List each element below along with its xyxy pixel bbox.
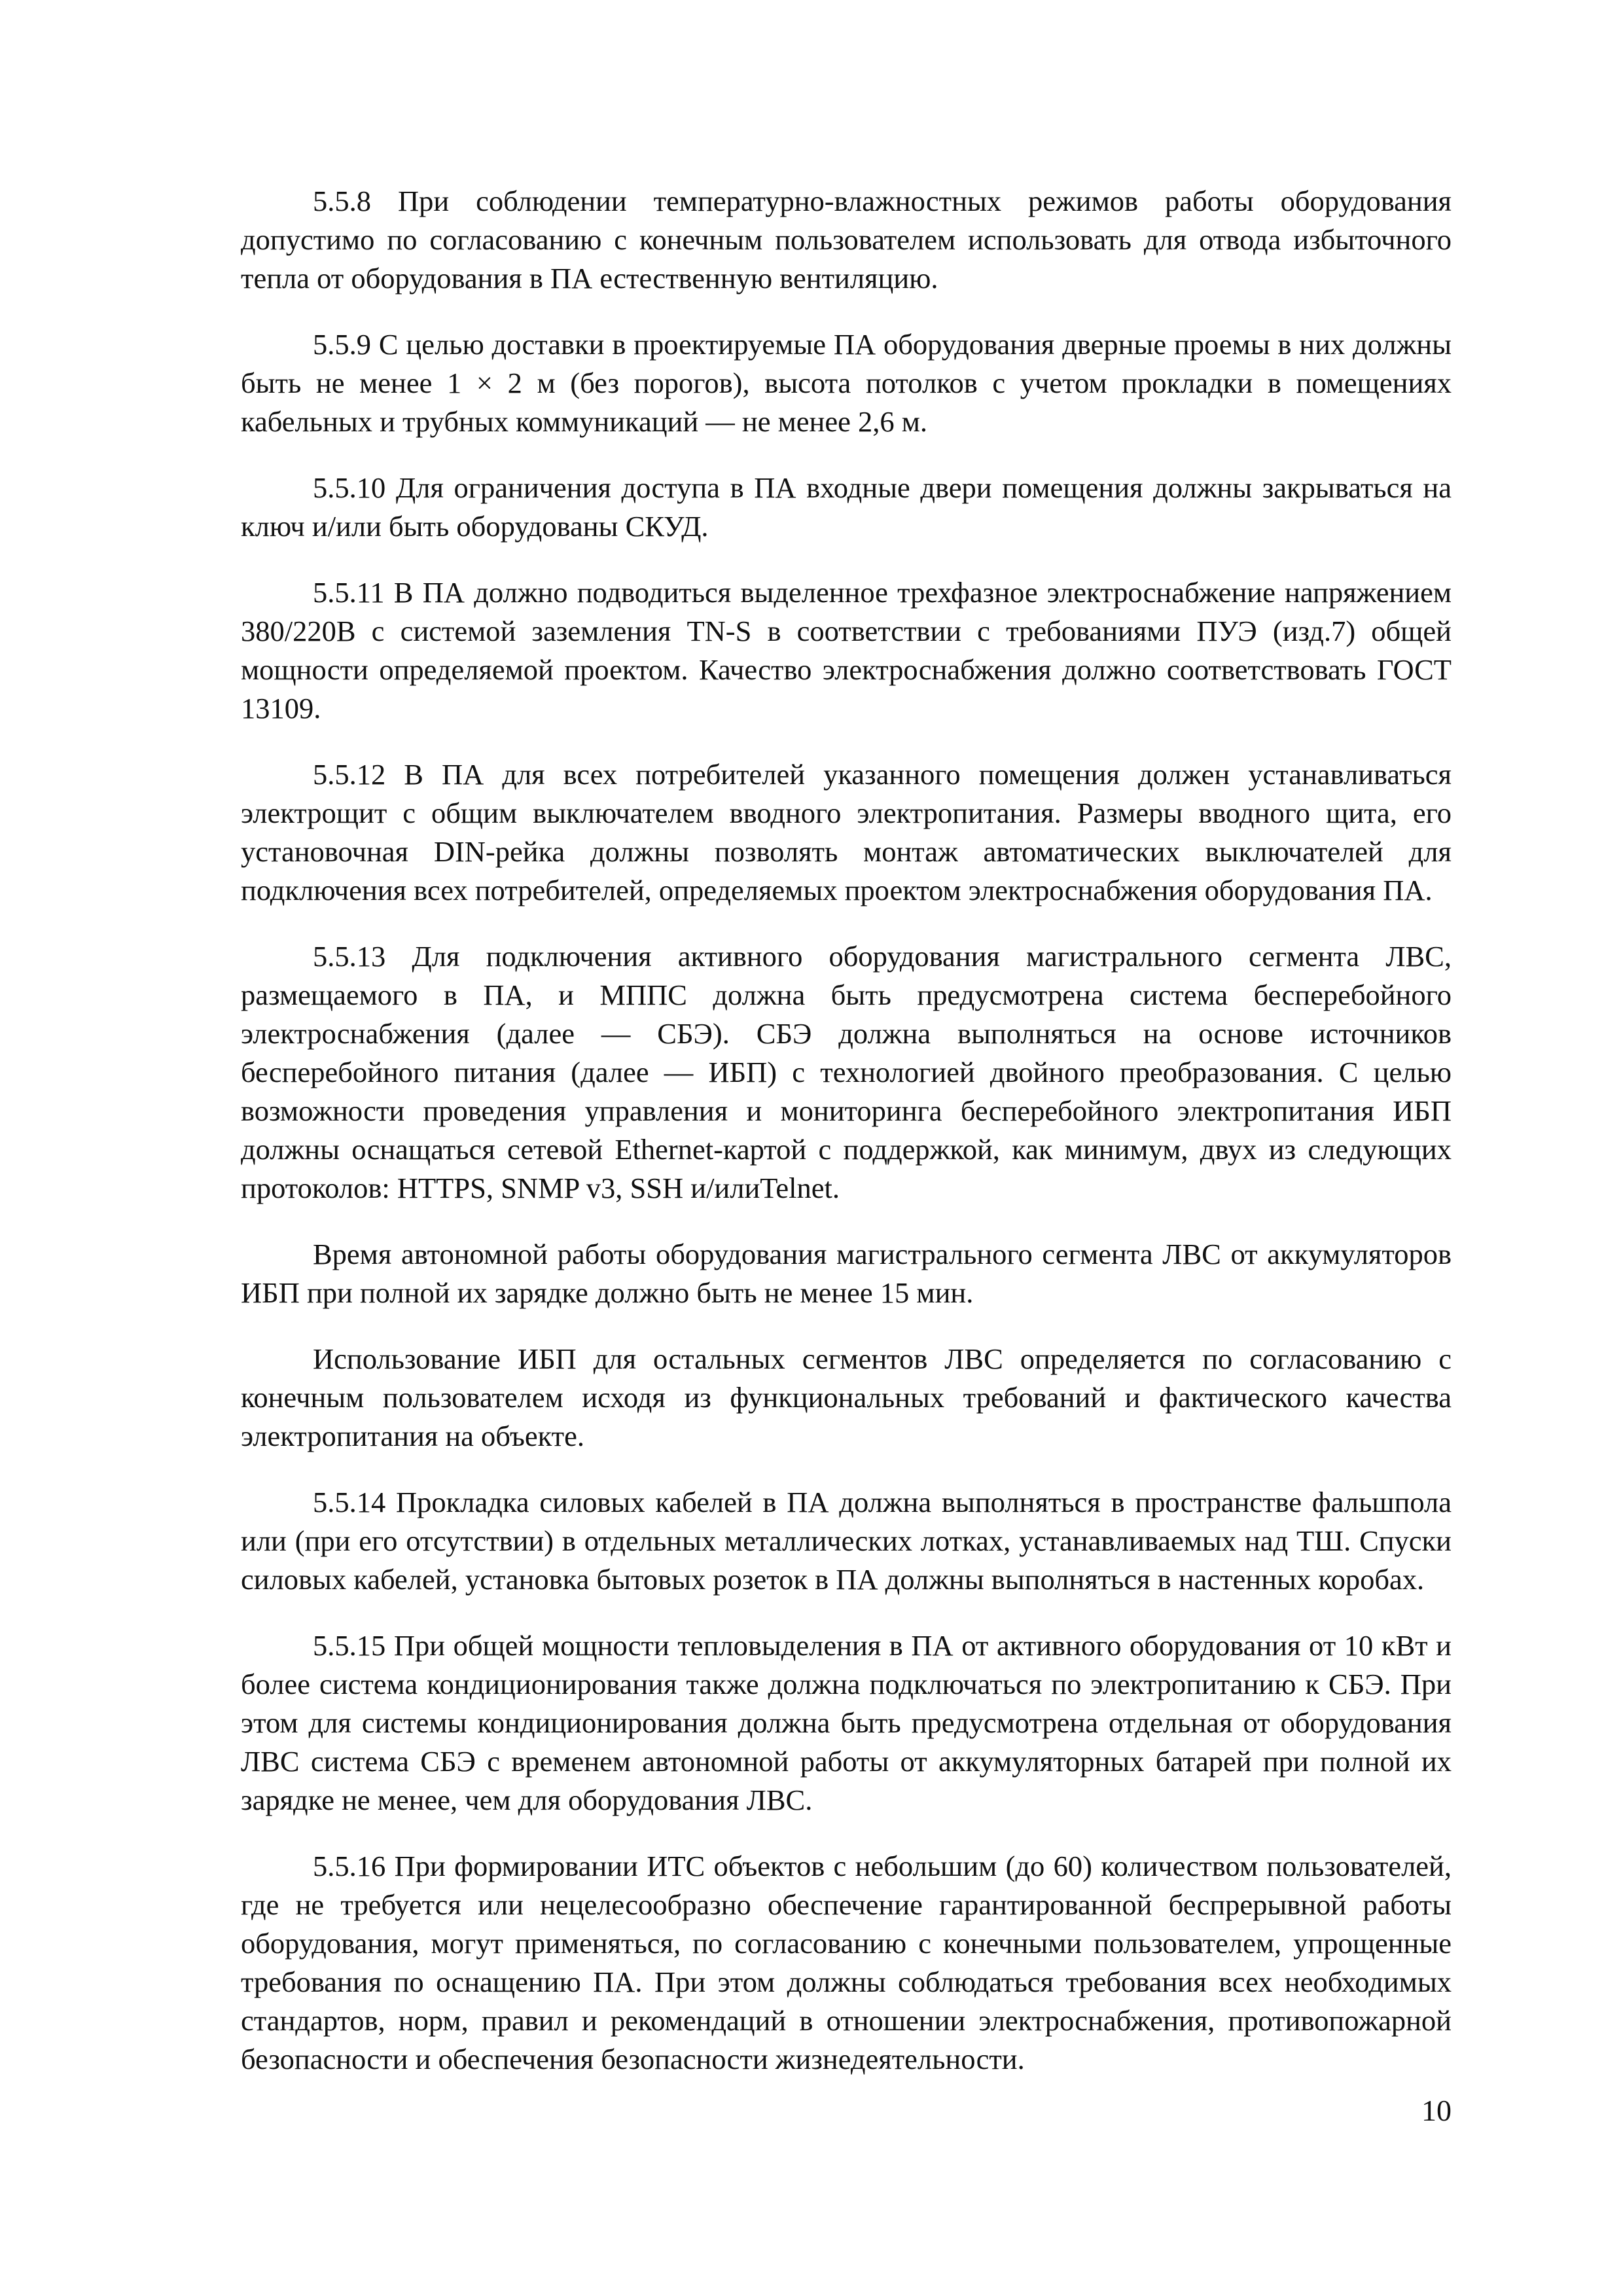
paragraph-5-5-15: 5.5.15 При общей мощности тепловыделения в ПА от активного оборудования от 10 кВт и более система кондиционирования также должна подключаться по электропитанию к СБЭ. При этом для системы кондиционирования должна быть предусмотрена отдельная от оборудования ЛВС система СБЭ с временем автономной работы от аккумуляторных батарей при полной их зарядке не менее, чем для оборудования ЛВС. — [241, 1629, 1452, 1816]
paragraph-5-5-12: 5.5.12 В ПА для всех потребителей указанного помещения должен устанавливаться электрощит с общим выключателем вводного электропитания. Размеры вводного щита, его установочная DIN-рейка должны позволять монтаж автоматических выключателей для подключения всех потребителей, определяемых проектом электроснабжения оборудования ПА. — [241, 758, 1452, 906]
page-body — [241, 182, 1452, 2106]
paragraph-ups-autonomy-time: Время автономной работы оборудования магистрального сегмента ЛВС от аккумуляторов ИБП при полной их зарядке должно быть не менее 15 мин. — [241, 1238, 1452, 1309]
paragraph-5-5-14: 5.5.14 Прокладка силовых кабелей в ПА должна выполняться в пространстве фальшпола или (при его отсутствии) в отдельных металлических лотках, устанавливаемых над ТШ. Спуски силовых кабелей, установка бытовых розеток в ПА должны выполняться в настенных коробах. — [241, 1486, 1452, 1596]
paragraph-5-5-9: 5.5.9 С целью доставки в проектируемые ПА оборудования дверные проемы в них должны быть не менее 1 × 2 м (без порогов), высота потолков с учетом прокладки в помещениях кабельных и трубных коммуникаций — не менее 2,6 м. — [241, 328, 1452, 438]
paragraph-5-5-13: 5.5.13 Для подключения активного оборудования магистрального сегмента ЛВС, размещаемого в ПА, и МППС должна быть предусмотрена система бесперебойного электроснабжения (далее — СБЭ). СБЭ должна выполняться на основе источников бесперебойного питания (далее — ИБП) с технологией двойного преобразования. С целью возможности проведения управления и мониторинга бесперебойного электропитания ИБП должны оснащаться сетевой Ethernet-картой с поддержкой, как минимум, двух из следующих протоколов: HTTPS, SNMP v3, SSH и/илиTelnet. — [241, 940, 1452, 1204]
page-number: 10 — [1421, 2094, 1452, 2127]
paragraph-5-5-11: 5.5.11 В ПА должно подводиться выделенное трехфазное электроснабжение напряжением 380/220В с системой заземления TN-S в соответствии с требованиями ПУЭ (изд.7) общей мощности определяемой проектом. Качество электроснабжения должно соответствовать ГОСТ 13109. — [241, 576, 1452, 725]
paragraph-ups-other-segments: Использование ИБП для остальных сегментов ЛВС определяется по согласованию с конечным пользователем исходя из функциональных требований и фактического качества электропитания на объекте. — [241, 1342, 1452, 1452]
paragraph-5-5-10: 5.5.10 Для ограничения доступа в ПА входные двери помещения должны закрываться на ключ и/или быть оборудованы СКУД. — [241, 471, 1452, 543]
paragraph-5-5-8: 5.5.8 При соблюдении температурно-влажностных режимов работы оборудования допустимо по согласованию с конечным пользователем использовать для отвода избыточного тепла от оборудования в ПА естественную вентиляцию. — [241, 185, 1452, 295]
paragraph-5-5-16: 5.5.16 При формировании ИТС объектов с небольшим (до 60) количеством пользователей, где не требуется или нецелесообразно обеспечение гарантированной беспрерывной работы оборудования, могут применяться, по согласованию с конечными пользователем, упрощенные требования по оснащению ПА. При этом должны соблюдаться требования всех необходимых стандартов, норм, правил и рекомендаций в отношении электроснабжения, противопожарной безопасности и обеспечения безопасности жизнедеятельности. — [241, 1850, 1452, 2075]
